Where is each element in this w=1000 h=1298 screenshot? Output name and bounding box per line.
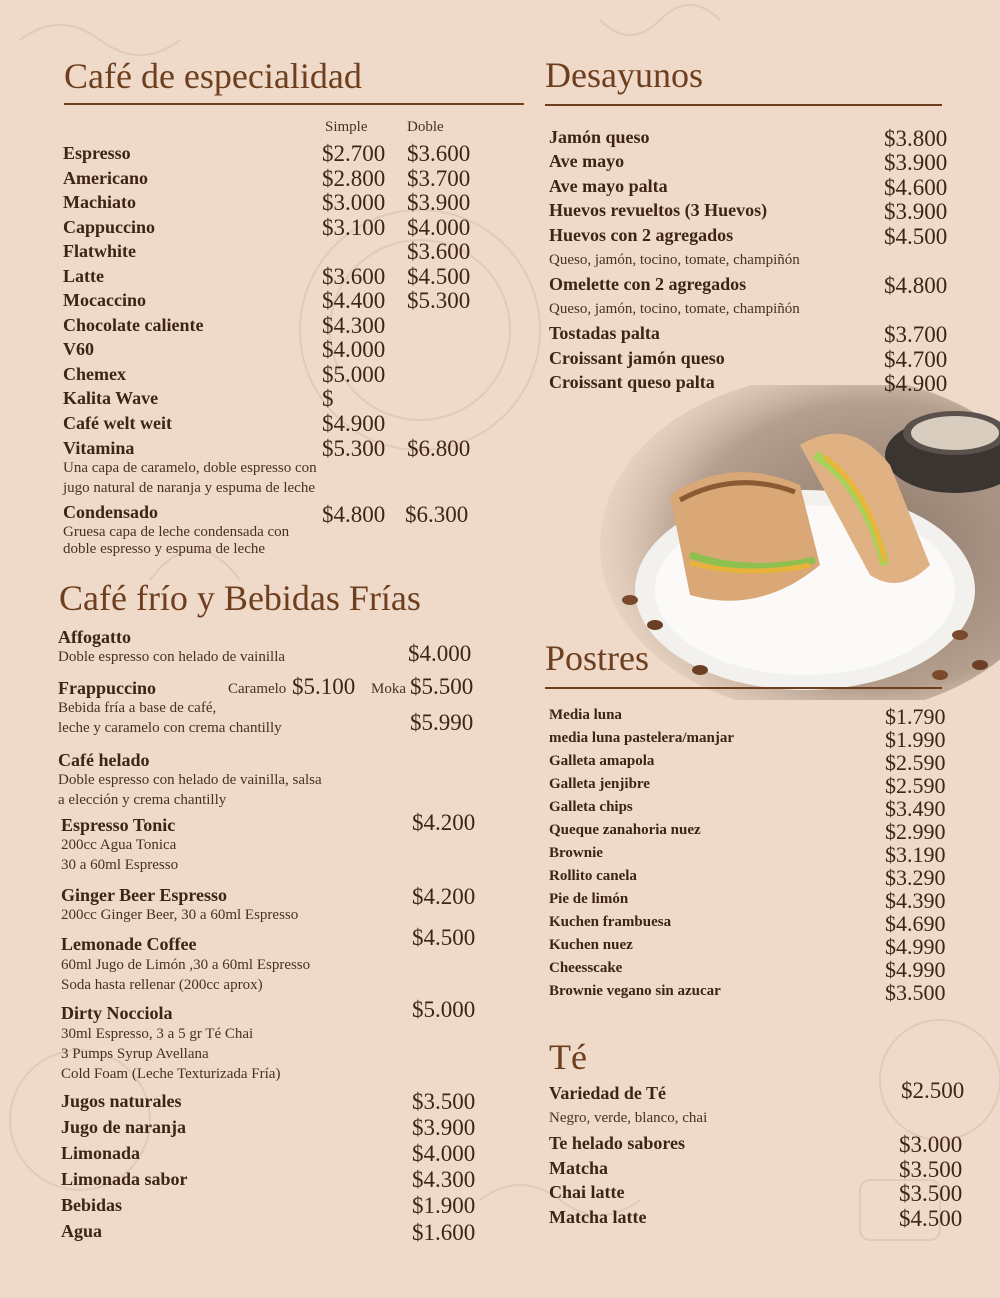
cafe-item-name: Condensado xyxy=(63,502,159,522)
cafe-title-rule xyxy=(64,103,524,105)
postre-item-name: Rollito canela xyxy=(549,868,637,884)
postres-section-title: Postres xyxy=(545,638,650,678)
te-item-price: $3.000 xyxy=(899,1132,963,1157)
cafe-item-simple-price: $5.300 xyxy=(322,436,386,461)
desayuno-item-name: Jamón queso xyxy=(549,127,650,147)
frio-item-price: $4.300 xyxy=(412,1167,476,1192)
desayuno-item-price: $4.500 xyxy=(884,224,948,249)
te-item-price: $3.500 xyxy=(899,1181,963,1206)
postre-item-name: Kuchen nuez xyxy=(549,937,633,953)
cafe-item-name: Kalita Wave xyxy=(63,388,159,408)
cafe-item-description: Una capa de caramelo, doble espresso con xyxy=(63,460,317,476)
frio-item-name: Bebidas xyxy=(61,1195,123,1215)
frio-item-description: Cold Foam (Leche Texturizada Fría) xyxy=(61,1066,281,1082)
frio-item-description: 30ml Espresso, 3 a 5 gr Té Chai xyxy=(61,1026,254,1042)
cafe-item-simple-price: $ xyxy=(322,386,334,411)
cafe-item-doble-price: $5.300 xyxy=(407,288,471,313)
frio-item-description: 30 a 60ml Espresso xyxy=(61,857,179,873)
desayuno-item-price: $3.900 xyxy=(884,150,948,175)
desayuno-item-price: $4.900 xyxy=(884,371,948,396)
postre-item-name: Pie de limón xyxy=(549,891,629,907)
frio-item-description: 200cc Agua Tonica xyxy=(61,837,177,853)
frio-item-name: Ginger Beer Espresso xyxy=(61,885,227,905)
postre-item-price: $1.790 xyxy=(885,704,946,729)
cafe-item-name: Cappuccino xyxy=(63,217,156,237)
postre-item-price: $4.390 xyxy=(885,888,946,913)
cafe-item-name: Flatwhite xyxy=(63,241,136,261)
postre-item-name: Brownie xyxy=(549,845,603,861)
cafe-item-simple-price: $3.100 xyxy=(322,215,386,240)
frio-item-description: Doble espresso con helado de vainilla xyxy=(58,649,286,665)
cafe-item-simple-price: $4.300 xyxy=(322,313,386,338)
cafe-item-doble-price: $4.500 xyxy=(407,264,471,289)
desayunos-title-rule xyxy=(545,104,942,106)
frappuccino-option-price: $5.500 xyxy=(410,674,474,699)
col-doble-header: Doble xyxy=(407,119,444,135)
frio-item-name: Dirty Nocciola xyxy=(61,1003,173,1023)
te-item-price: $4.500 xyxy=(899,1206,963,1231)
desayuno-item-name: Tostadas palta xyxy=(549,323,660,343)
te-item-name: Variedad de Té xyxy=(549,1083,667,1103)
frio-item-price: $3.900 xyxy=(412,1115,476,1140)
frio-item-description: Doble espresso con helado de vainilla, salsa xyxy=(58,772,322,788)
cafe-item-simple-price: $5.000 xyxy=(322,362,386,387)
postre-item-name: Galleta chips xyxy=(549,799,633,815)
postre-item-name: Cheesscake xyxy=(549,960,623,976)
frio-item-name: Affogatto xyxy=(58,627,131,647)
frio-item-price: $5.000 xyxy=(412,997,476,1022)
desayuno-item-name: Huevos con 2 agregados xyxy=(549,225,734,245)
postre-item-name: Kuchen frambuesa xyxy=(549,914,672,930)
cafe-item-simple-price: $4.900 xyxy=(322,411,386,436)
desayuno-extras-description: Queso, jamón, tocino, tomate, champiñón xyxy=(549,252,800,268)
frappuccino-option-price: $5.100 xyxy=(292,674,356,699)
frio-item-name: Limonada xyxy=(61,1143,141,1163)
frio-item-description: a elección y crema chantilly xyxy=(58,792,227,808)
col-simple-header: Simple xyxy=(325,119,368,135)
postre-item-price: $4.990 xyxy=(885,934,946,959)
postre-item-price: $4.990 xyxy=(885,957,946,982)
frio-item-description: Bebida fría a base de café, xyxy=(58,700,217,716)
frio-item-name: Limonada sabor xyxy=(61,1169,188,1189)
frio-item-name: Lemonade Coffee xyxy=(61,934,197,954)
desayunos-section-title: Desayunos xyxy=(545,55,703,95)
cafe-item-doble-price: $6.800 xyxy=(407,436,471,461)
te-item-name: Matcha latte xyxy=(549,1207,647,1227)
cafe-item-name: Café welt weit xyxy=(63,413,172,433)
cafe-item-name: Espresso xyxy=(63,143,131,163)
cafe-item-name: Americano xyxy=(63,168,148,188)
desayuno-item-name: Ave mayo palta xyxy=(549,176,668,196)
te-item-name: Chai latte xyxy=(549,1182,625,1202)
te-item-description: Negro, verde, blanco, chai xyxy=(549,1110,708,1126)
frio-section-title: Café frío y Bebidas Frías xyxy=(59,578,421,618)
cafe-item-doble-price: $3.600 xyxy=(407,141,471,166)
frio-item-description: Soda hasta rellenar (200cc aprox) xyxy=(61,977,263,993)
frio-item-description: leche y caramelo con crema chantilly xyxy=(58,720,282,736)
cafe-item-name: V60 xyxy=(63,339,94,359)
cafe-item-name: Chemex xyxy=(63,364,126,384)
frio-item-price: $3.500 xyxy=(412,1089,476,1114)
cafe-item-name: Machiato xyxy=(63,192,136,212)
frio-item-price: $4.500 xyxy=(412,925,476,950)
frio-item-price: $4.000 xyxy=(412,1141,476,1166)
cafe-item-doble-price: $6.300 xyxy=(405,502,469,527)
frio-item-price: $5.990 xyxy=(410,710,474,735)
postres-title-rule xyxy=(545,687,942,689)
frappuccino-option-label: Caramelo xyxy=(228,681,287,697)
te-item-name: Te helado sabores xyxy=(549,1133,686,1153)
desayuno-item-price: $4.600 xyxy=(884,175,948,200)
frio-item-description: 200cc Ginger Beer, 30 a 60ml Espresso xyxy=(61,907,299,923)
postre-item-price: $3.190 xyxy=(885,842,946,867)
desayuno-item-name: Croissant queso palta xyxy=(549,372,715,392)
frio-item-price: $1.600 xyxy=(412,1220,476,1245)
frio-item-name: Espresso Tonic xyxy=(61,815,176,835)
cafe-item-simple-price: $2.800 xyxy=(322,166,386,191)
frio-item-name: Jugo de naranja xyxy=(61,1117,187,1137)
cafe-item-doble-price: $3.600 xyxy=(407,239,471,264)
frio-item-price: $1.900 xyxy=(412,1193,476,1218)
cafe-item-description: jugo natural de naranja y espuma de leche xyxy=(63,480,315,496)
cafe-item-name: Chocolate caliente xyxy=(63,315,204,335)
cafe-item-doble-price: $3.900 xyxy=(407,190,471,215)
cafe-item-name: Vitamina xyxy=(63,438,135,458)
cafe-item-description: doble espresso y espuma de leche xyxy=(63,541,266,557)
cafe-item-simple-price: $4.000 xyxy=(322,337,386,362)
te-item-name: Matcha xyxy=(549,1158,608,1178)
desayuno-item-price: $4.700 xyxy=(884,347,948,372)
cafe-item-description: Gruesa capa de leche condensada con xyxy=(63,524,290,540)
cafe-item-simple-price: $4.800 xyxy=(322,502,386,527)
postre-item-price: $2.590 xyxy=(885,773,946,798)
frio-item-name: Agua xyxy=(61,1221,103,1241)
desayuno-item-price: $3.900 xyxy=(884,199,948,224)
desayuno-extras-description: Queso, jamón, tocino, tomate, champiñón xyxy=(549,301,800,317)
cafe-item-simple-price: $2.700 xyxy=(322,141,386,166)
desayuno-item-name: Omelette con 2 agregados xyxy=(549,274,747,294)
cafe-item-doble-price: $3.700 xyxy=(407,166,471,191)
frio-item-price: $4.000 xyxy=(408,641,472,666)
frio-item-name: Jugos naturales xyxy=(61,1091,182,1111)
frio-item-description: 3 Pumps Syrup Avellana xyxy=(61,1046,209,1062)
cafe-item-simple-price: $3.600 xyxy=(322,264,386,289)
postre-item-name: media luna pastelera/manjar xyxy=(549,730,734,746)
cafe-item-simple-price: $4.400 xyxy=(322,288,386,313)
cafe-item-simple-price: $3.000 xyxy=(322,190,386,215)
postre-item-name: Galleta jenjibre xyxy=(549,776,650,792)
desayuno-item-price: $3.800 xyxy=(884,126,948,151)
desayuno-item-name: Croissant jamón queso xyxy=(549,348,725,368)
cafe-item-doble-price: $4.000 xyxy=(407,215,471,240)
frio-item-description: 60ml Jugo de Limón ,30 a 60ml Espresso xyxy=(61,957,311,973)
postre-item-price: $2.990 xyxy=(885,819,946,844)
cafe-item-name: Mocaccino xyxy=(63,290,146,310)
postre-item-name: Queque zanahoria nuez xyxy=(549,822,701,838)
postre-item-name: Brownie vegano sin azucar xyxy=(549,983,721,999)
desayuno-item-price: $4.800 xyxy=(884,273,948,298)
postre-item-price: $4.690 xyxy=(885,911,946,936)
postre-item-price: $3.290 xyxy=(885,865,946,890)
cafe-item-name: Latte xyxy=(63,266,104,286)
cafe-section-title: Café de especialidad xyxy=(64,56,362,96)
frappuccino-option-label: Moka xyxy=(371,681,406,697)
postre-item-name: Galleta amapola xyxy=(549,753,655,769)
frio-item-price: $4.200 xyxy=(412,810,476,835)
te-item-price: $3.500 xyxy=(899,1157,963,1182)
te-section-title: Té xyxy=(549,1037,587,1077)
frio-item-name: Frappuccino xyxy=(58,678,157,698)
desayuno-item-name: Ave mayo xyxy=(549,151,625,171)
desayuno-item-name: Huevos revueltos (3 Huevos) xyxy=(549,200,768,220)
postre-item-name: Media luna xyxy=(549,707,622,723)
postre-item-price: $1.990 xyxy=(885,727,946,752)
frio-item-price: $4.200 xyxy=(412,884,476,909)
postre-item-price: $2.590 xyxy=(885,750,946,775)
te-item-price: $2.500 xyxy=(901,1078,965,1103)
frio-item-name: Café helado xyxy=(58,750,150,770)
postre-item-price: $3.490 xyxy=(885,796,946,821)
postre-item-price: $3.500 xyxy=(885,980,946,1005)
desayuno-item-price: $3.700 xyxy=(884,322,948,347)
